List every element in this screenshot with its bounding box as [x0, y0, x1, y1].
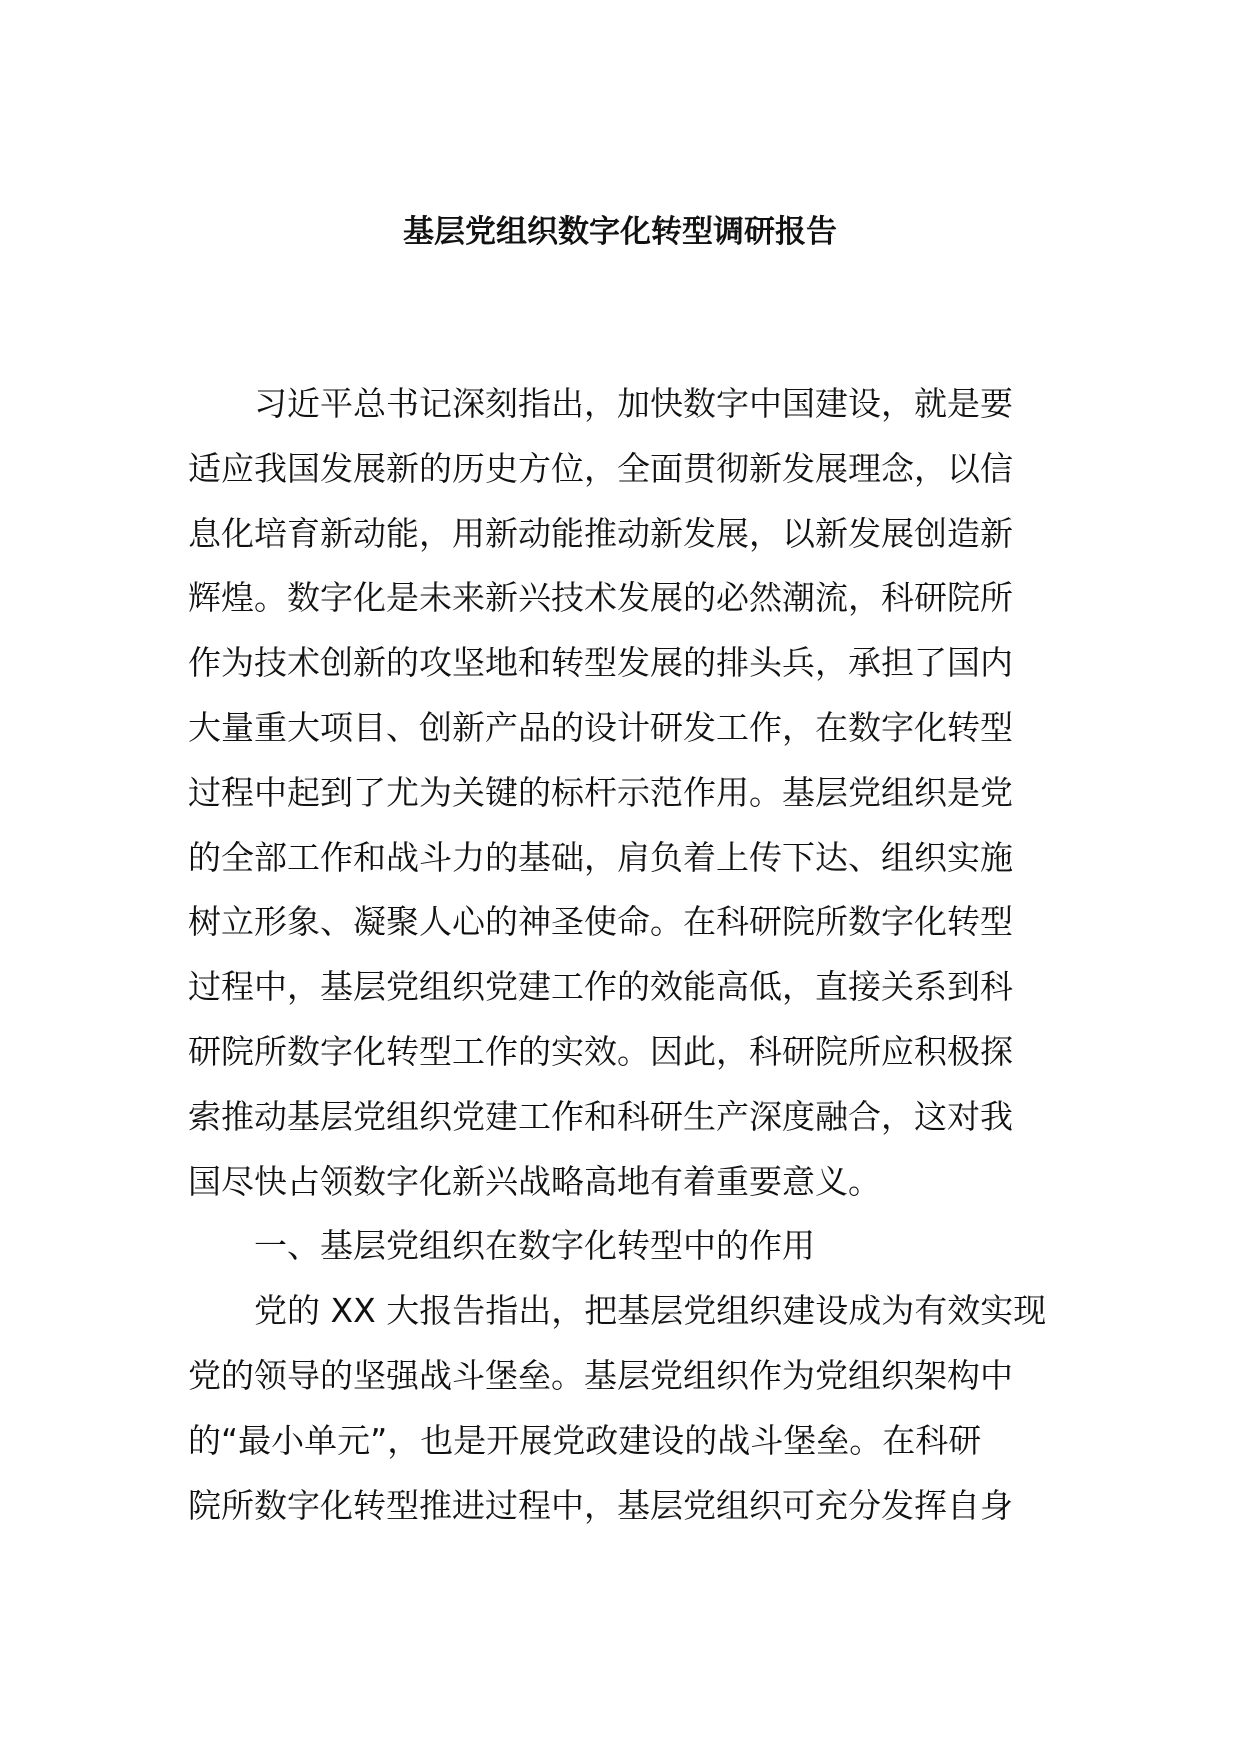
- paragraph-line: 习近平总书记深刻指出，加快数字中国建设，就是要: [254, 384, 1013, 423]
- paragraph-line: 适应我国发展新的历史方位，全面贯彻新发展理念，以信: [188, 448, 1013, 488]
- paragraph-line: 息化培育新动能，用新动能推动新发展，以新发展创造新: [188, 513, 1013, 553]
- paragraph-line: 院所数字化转型推进过程中，基层党组织可充分发挥自身: [188, 1485, 1013, 1525]
- paragraph-line: 过程中，基层党组织党建工作的效能高低，直接关系到科: [188, 967, 1013, 1007]
- paragraph-line: 的全部工作和战斗力的基础，肩负着上传下达、组织实施: [188, 837, 1013, 877]
- paragraph-line: 过程中起到了尤为关键的标杆示范作用。基层党组织是党: [188, 772, 1013, 812]
- section-heading: 一、基层党组织在数字化转型中的作用: [254, 1226, 815, 1266]
- document-body: [188, 372, 1060, 1538]
- document-title: 基层党组织数字化转型调研报告: [403, 214, 837, 250]
- paragraph-line: 索推动基层党组织党建工作和科研生产深度融合，这对我: [188, 1096, 1013, 1136]
- paragraph-line: 研院所数字化转型工作的实效。因此，科研院所应积极探: [188, 1031, 1013, 1071]
- paragraph-line: 大量重大项目、创新产品的设计研发工作，在数字化转型: [188, 707, 1013, 747]
- paragraph-line: 作为技术创新的攻坚地和转型发展的排头兵，承担了国内: [188, 643, 1013, 683]
- paragraph-line: 树立形象、凝聚人心的神圣使命。在科研院所数字化转型: [188, 902, 1013, 942]
- paragraph-line: 党的 XX 大报告指出，把基层党组织建设成为有效实现: [254, 1291, 1047, 1331]
- paragraph-line: 国尽快占领数字化新兴战略高地有着重要意义。: [188, 1161, 881, 1201]
- paragraph-line: 党的领导的坚强战斗堡垒。基层党组织作为党组织架构中: [188, 1355, 1013, 1395]
- paragraph-line: 的“最小单元”，也是开展党政建设的战斗堡垒。在科研: [188, 1420, 982, 1460]
- paragraph-line: 辉煌。数字化是未来新兴技术发展的必然潮流，科研院所: [188, 578, 1013, 618]
